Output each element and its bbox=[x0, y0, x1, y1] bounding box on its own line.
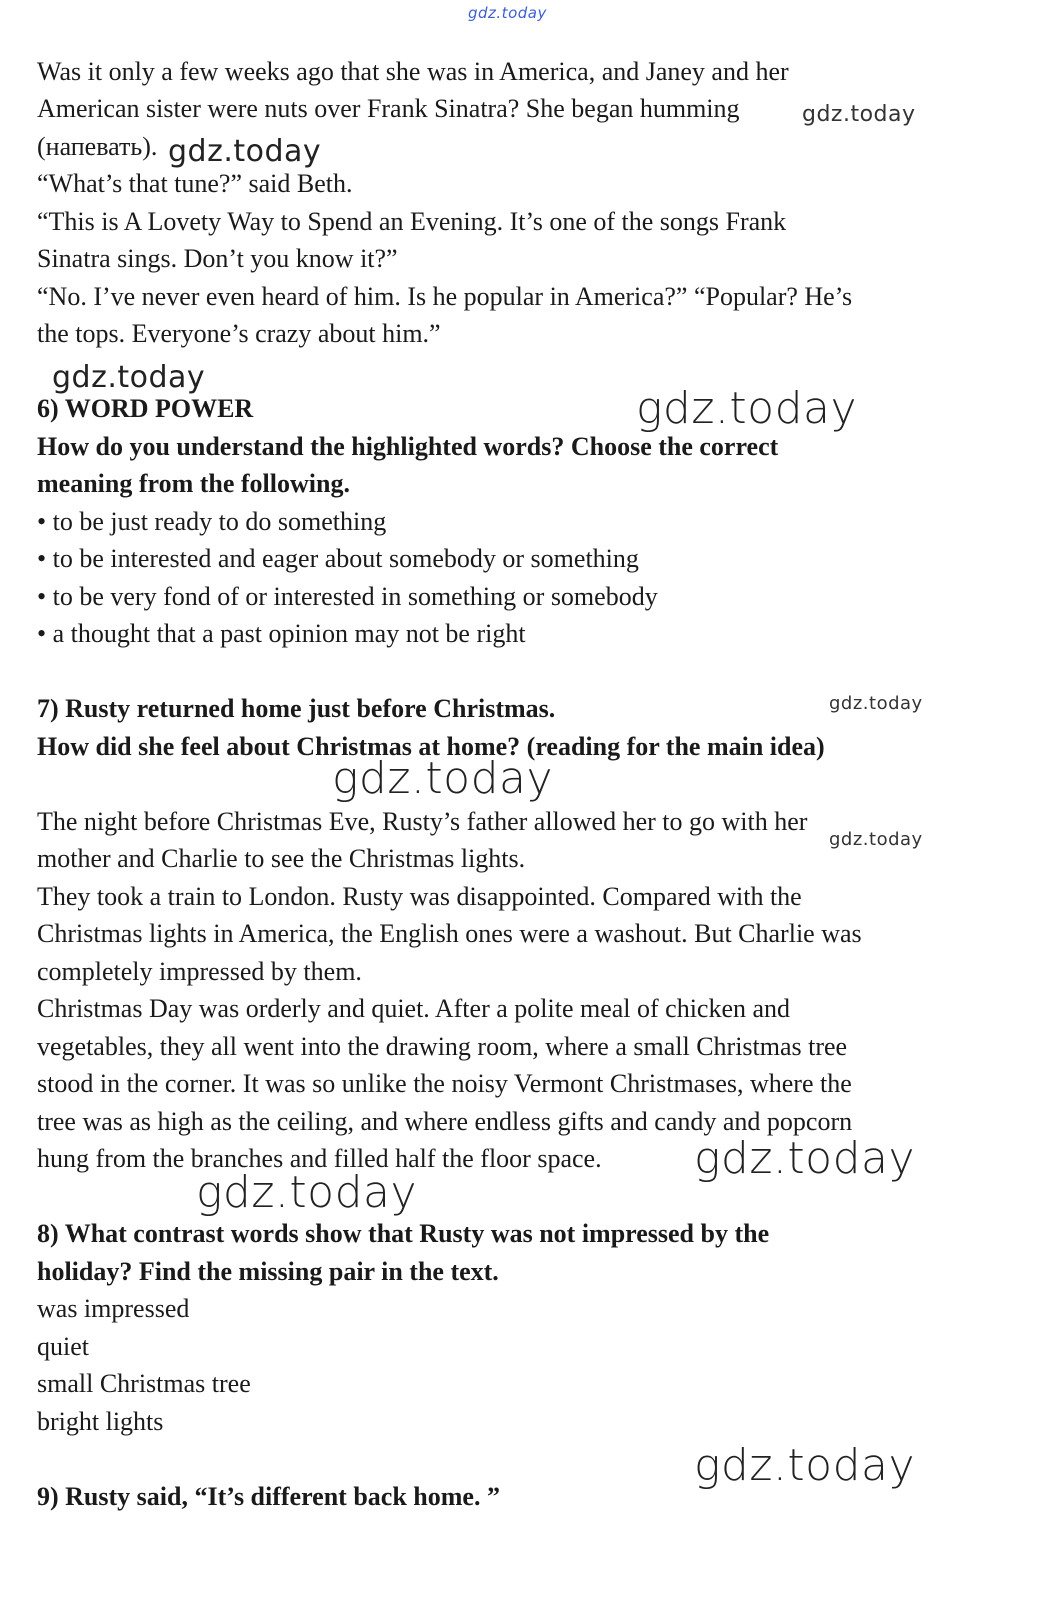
text-line: hung from the branches and filled half the floor space. bbox=[37, 1144, 602, 1173]
watermark: gdz.today bbox=[332, 753, 554, 804]
task-instruction: meaning from the following. bbox=[37, 469, 350, 498]
task-heading: 7) Rusty returned home just before Christmas. bbox=[37, 694, 556, 723]
text-line: “This is A Lovety Way to Spend an Evening. It’s one of the songs Frank bbox=[37, 207, 787, 236]
list-item: small Christmas tree bbox=[37, 1369, 251, 1398]
text-line: (напевать). bbox=[37, 132, 158, 161]
list-item: • to be interested and eager about somebody or something bbox=[37, 544, 639, 573]
text-line: Sinatra sings. Don’t you know it?” bbox=[37, 244, 398, 273]
watermark: gdz.today bbox=[168, 134, 322, 169]
task-heading: 8) What contrast words show that Rusty was not impressed by the bbox=[37, 1219, 770, 1248]
text-line: “What’s that tune?” said Beth. bbox=[37, 169, 353, 198]
list-item: quiet bbox=[37, 1332, 89, 1361]
text-line: mother and Charlie to see the Christmas lights. bbox=[37, 844, 526, 873]
text-line: stood in the corner. It was so unlike the noisy Vermont Christmases, where the bbox=[37, 1069, 852, 1098]
list-item: was impressed bbox=[37, 1294, 190, 1323]
watermark: gdz.today bbox=[636, 383, 858, 434]
text-line: American sister were nuts over Frank Sinatra? She began humming bbox=[37, 94, 740, 123]
text-line: tree was as high as the ceiling, and where endless gifts and candy and popcorn bbox=[37, 1107, 853, 1136]
text-line: vegetables, they all went into the drawing room, where a small Christmas tree bbox=[37, 1032, 848, 1061]
list-item: • to be very fond of or interested in something or somebody bbox=[37, 582, 658, 611]
list-item: • to be just ready to do something bbox=[37, 507, 387, 536]
task-heading: 6) WORD POWER bbox=[37, 394, 254, 423]
watermark: gdz.today bbox=[52, 360, 206, 395]
text-line: completely impressed by them. bbox=[37, 957, 362, 986]
text-line: Christmas lights in America, the English ones were a washout. But Charlie was bbox=[37, 919, 862, 948]
text-line: Christmas Day was orderly and quiet. After a polite meal of chicken and bbox=[37, 994, 791, 1023]
task-instruction: How do you understand the highlighted words? Choose the correct bbox=[37, 432, 779, 461]
watermark: gdz.today bbox=[694, 1440, 916, 1491]
watermark: gdz.today bbox=[694, 1133, 916, 1184]
watermark-top: gdz.today bbox=[468, 4, 547, 22]
text-line: The night before Christmas Eve, Rusty’s father allowed her to go with her bbox=[37, 807, 808, 836]
watermark: gdz.today bbox=[829, 693, 923, 714]
text-line: Was it only a few weeks ago that she was in America, and Janey and her bbox=[37, 57, 789, 86]
text-line: “No. I’ve never even heard of him. Is he popular in America?” “Popular? He’s bbox=[37, 282, 853, 311]
text-line: the tops. Everyone’s crazy about him.” bbox=[37, 319, 441, 348]
watermark: gdz.today bbox=[196, 1167, 418, 1218]
task-heading: holiday? Find the missing pair in the text. bbox=[37, 1257, 499, 1286]
watermark: gdz.today bbox=[802, 102, 916, 127]
list-item: • a thought that a past opinion may not be right bbox=[37, 619, 526, 648]
watermark: gdz.today bbox=[829, 829, 923, 850]
task-question: How did she feel about Christmas at home? (reading for the main idea) bbox=[37, 732, 825, 761]
list-item: bright lights bbox=[37, 1407, 164, 1436]
task-heading: 9) Rusty said, “It’s different back home. ” bbox=[37, 1482, 500, 1511]
text-line: They took a train to London. Rusty was disappointed. Compared with the bbox=[37, 882, 802, 911]
